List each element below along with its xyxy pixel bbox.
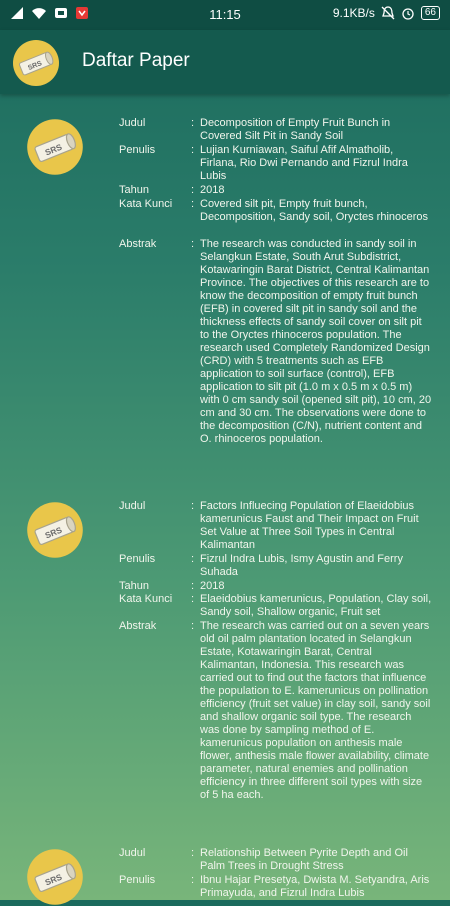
judul-label: Judul <box>119 847 146 859</box>
judul-label: Judul <box>119 500 146 512</box>
abstrak-label: Abstrak <box>119 238 157 250</box>
penulis-value: Fizrul Indra Lubis, Ismy Agustin and Ferry Suhada <box>200 553 403 578</box>
tahun-label: Tahun <box>119 580 149 592</box>
penulis-label: Penulis <box>119 144 156 156</box>
penulis-label: Penulis <box>119 553 156 565</box>
app-logo-icon <box>12 39 60 87</box>
kata-kunci-value: Covered silt pit, Empty fruit bunch, Decomposition, Sandy soil, Oryctes rhinoceros <box>200 198 429 223</box>
tahun-value: 2018 <box>200 184 225 196</box>
paper-avatar-icon <box>26 848 84 906</box>
abstrak-value: The research was carried out on a seven years old oil palm plantation located in Selangkun Estate, Kotawaringin Barat, Central Kalimantan, Indonesia. This research was carried out to find out the factors that influence the population to E. kamerunicus on pollination efficiency (fruit set value) in clay soil, sandy soil and shallow organic soil type. The research was done by sampling method of E. kamerunicus population on anthesis male flower, anthesis male flower availability, climate parameter, natural enemies and pollination efficiency in three different soil types with size of 5 ha each. <box>200 620 431 801</box>
kata-kunci-label: Kata Kunci <box>119 198 173 210</box>
paper-card[interactable]: SRS Judul : Decomposition of Empty Fruit Bunch in Covered Silt Pit in Sandy Soil Penulis : Lujian Kurniawan, Saiful Afif Almatholib, Firlana, Rio Dwi Pernando and Fizrul Indra Lubis Tahun : 2018 Kata Kunci : Covered silt pit, Empty fruit bunch, Decomposition, Sandy soil, Oryctes rhinoceros Abstrak : The research was conducted in sandy soil in Selangkun Estate, South Arut Subdistrict, Kotawaringin Barat District, Central Kalimantan Province. The objectives of this research are to know the decomposition of empty fruit bunch (EFB) in covered silt pit in sandy soil and the thickness effects of sandy soil cover on silt pit to the Oryctes rhinoceros population. The research used Completely Randomized Design (CRD) with 5 treatments such as EFB application to soil surface (control), EFB application to silt pit (1.0 m x 0.5 m x 0.5 m) with 0 cm sandy soil (opened silt pit), 10 cm, 20 cm and 30 cm. The observations were done to the decomposition (C/N), nutrient content and O. rhinoceros population. <box>0 94 450 474</box>
tahun-label: Tahun <box>119 184 149 196</box>
page-title: Daftar Paper <box>82 50 190 71</box>
judul-value: Relationship Between Pyrite Depth and Oil Palm Trees in Drought Stress <box>200 847 408 872</box>
alarm-icon <box>401 6 415 20</box>
clock: 11:15 <box>209 7 241 22</box>
judul-value: Factors Influecing Population of Elaeidobius kamerunicus Faust and Their Impact on Fruit Set Value at Three Soil Types in Central Kalimantan <box>200 500 419 551</box>
status-bar <box>0 0 450 30</box>
paper-card[interactable]: SRS Judul : Relationship Between Pyrite Depth and Oil Palm Trees in Drought Stress Penulis : Ibnu Hajar Presetya, Dwista M. Setyandra, Aris Primayuda, and Fizrul Indra Lubis <box>0 846 450 900</box>
penulis-label: Penulis <box>119 874 156 886</box>
abstrak-label: Abstrak <box>119 620 157 632</box>
battery-level: 66 <box>424 7 436 18</box>
mute-icon <box>381 6 395 20</box>
paper-avatar-icon <box>26 118 84 176</box>
battery-icon <box>421 6 440 20</box>
paper-avatar-icon <box>26 501 84 559</box>
judul-value: Decomposition of Empty Fruit Bunch in Covered Silt Pit in Sandy Soil <box>200 117 391 142</box>
tahun-value: 2018 <box>200 580 225 592</box>
paper-card[interactable]: SRS Judul : Factors Influecing Population of Elaeidobius kamerunicus Faust and Their Impact on Fruit Set Value at Three Soil Types in Central Kalimantan Penulis : Fizrul Indra Lubis, Ismy Agustin and Ferry Suhada Tahun : 2018 Kata Kunci : Elaeidobius kamerunicus, Population, Clay soil, Sandy soil, Shallow organic, Fruit set Abstrak : The research was carried out on a seven years old oil palm plantation located in Selangkun Estate, Kotawaringin Barat, Central Kalimantan, Indonesia. This research was carried out to find out the factors that influence the population to E. kamerunicus on pollination efficiency (fruit set value) in clay soil, sandy soil and shallow organic soil type. The research was done by sampling method of E. kamerunicus population on anthesis male flower, anthesis male flower availability, climate parameter, natural enemies and pollination efficiency in three different soil types with size of 5 ha each. <box>0 499 450 829</box>
app-bar <box>0 30 450 94</box>
penulis-value: Ibnu Hajar Presetya, Dwista M. Setyandra, Aris Primayuda, and Fizrul Indra Lubis <box>200 874 430 899</box>
judul-label: Judul <box>119 117 146 129</box>
svg-text:SRS: SRS <box>43 141 64 158</box>
penulis-value: Lujian Kurniawan, Saiful Afif Almatholib, Firlana, Rio Dwi Pernando and Fizrul Indra Lubis <box>200 144 408 182</box>
kata-kunci-value: Elaeidobius kamerunicus, Population, Clay soil, Sandy soil, Shallow organic, Fruit set <box>200 593 432 618</box>
svg-text:SRS: SRS <box>43 524 64 541</box>
abstrak-value: The research was conducted in sandy soil in Selangkun Estate, South Arut Subdistrict, Kotawaringin Barat District, Central Kalimantan Province. The objectives of this research are to know the decomposition of empty fruit bunch (EFB) in covered silt pit in sandy soil and the thickness effects of sandy soil cover on silt pit to the Oryctes rhinoceros population. The research used Completely Randomized Design (CRD) with 5 treatments such as EFB application to soil surface (control), EFB application to silt pit (1.0 m x 0.5 m x 0.5 m) with 0 cm sandy soil (opened silt pit), 10 cm, 20 cm and 30 cm. The observations were done to the decomposition (C/N), nutrient content and O. rhinoceros population. <box>200 238 432 445</box>
network-speed: 9.1KB/s <box>332 6 375 20</box>
svg-text:SRS: SRS <box>27 60 44 73</box>
svg-text:SRS: SRS <box>43 871 64 888</box>
kata-kunci-label: Kata Kunci <box>119 593 173 605</box>
